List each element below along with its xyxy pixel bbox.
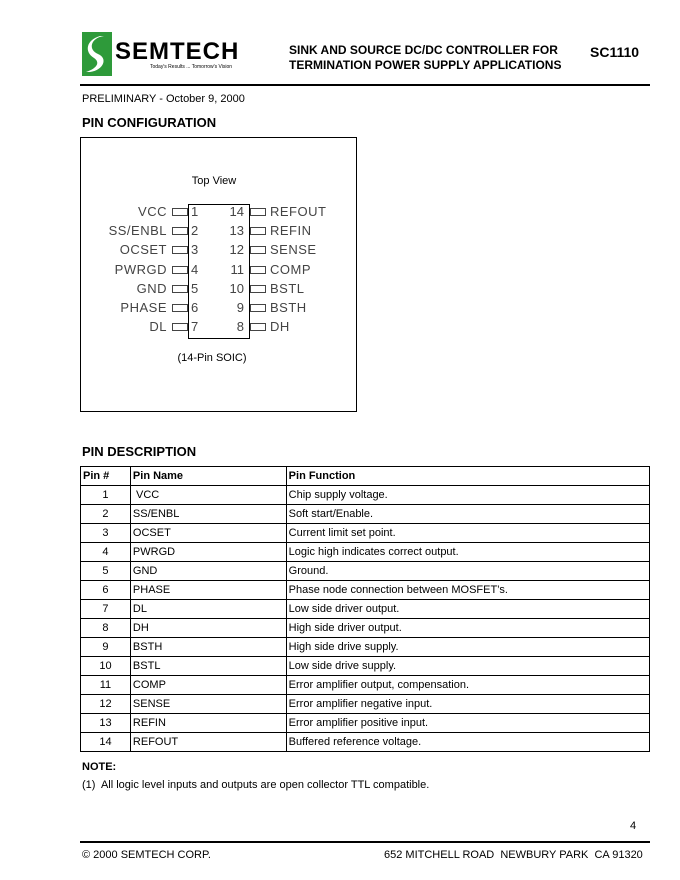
pin-name-cell: SENSE — [130, 695, 286, 714]
document-title — [289, 43, 579, 73]
left-pin-number: 2 — [191, 223, 199, 238]
table-row — [81, 524, 650, 543]
pin-number-cell: 3 — [81, 524, 131, 543]
pin-function-cell: Ground. — [286, 562, 649, 581]
table-row — [81, 600, 650, 619]
pin-name-cell: DL — [130, 600, 286, 619]
left-pin-name: OCSET — [119, 242, 167, 257]
pin-row — [0, 262, 340, 278]
pin-function-cell: Soft start/Enable. — [286, 505, 649, 524]
footer-divider — [80, 841, 650, 843]
left-pin-name: DL — [149, 319, 167, 334]
left-pin-number: 3 — [191, 242, 199, 257]
left-pin-name: SS/ENBL — [108, 223, 167, 238]
right-pin-number: 13 — [229, 223, 244, 238]
right-pin-name: COMP — [270, 262, 311, 277]
right-pin-number: 14 — [229, 204, 244, 219]
note-text: (1) All logic level inputs and outputs are open collector TTL compatible. — [82, 779, 430, 791]
header-divider — [80, 84, 650, 86]
pin-name-cell: REFIN — [130, 714, 286, 733]
right-pin-name: SENSE — [270, 242, 317, 257]
right-pin-number: 8 — [236, 319, 244, 334]
table-row — [81, 486, 650, 505]
pin-name-cell: GND — [130, 562, 286, 581]
left-pin-name: PWRGD — [114, 262, 167, 277]
pin-pad — [250, 227, 266, 235]
pin-name-cell: BSTH — [130, 638, 286, 657]
pin-name-cell: PWRGD — [130, 543, 286, 562]
note-heading: NOTE: — [82, 761, 117, 773]
right-pin-number: 9 — [236, 300, 244, 315]
pin-number-cell: 4 — [81, 543, 131, 562]
pin-number-cell: 9 — [81, 638, 131, 657]
table-row — [81, 505, 650, 524]
pin-function-cell: Chip supply voltage. — [286, 486, 649, 505]
package-label: (14-Pin SOIC) — [177, 352, 247, 364]
pin-function-cell: Low side driver output. — [286, 600, 649, 619]
pin-pad — [172, 246, 188, 254]
left-pin-number: 1 — [191, 204, 199, 219]
pin-function-cell: Phase node connection between MOSFET’s. — [286, 581, 649, 600]
pin-function-cell: Low side drive supply. — [286, 657, 649, 676]
pin-name-cell: COMP — [130, 676, 286, 695]
pin-row — [0, 223, 340, 239]
pin-name-cell: PHASE — [130, 581, 286, 600]
table-row — [81, 581, 650, 600]
company-tagline: Today's Results ... Tomorrow's Vision — [150, 64, 233, 70]
right-pin-name: BSTL — [270, 281, 305, 296]
left-pin-number: 5 — [191, 281, 199, 296]
pin-pad — [172, 285, 188, 293]
top-view-label: Top View — [191, 175, 237, 187]
pin-number-cell: 7 — [81, 600, 131, 619]
right-pin-name: BSTH — [270, 300, 307, 315]
left-pin-name: PHASE — [120, 300, 167, 315]
left-pin-name: GND — [136, 281, 167, 296]
document-title-line1: SINK AND SOURCE DC/DC CONTROLLER FOR — [289, 43, 558, 57]
pin-number-cell: 8 — [81, 619, 131, 638]
pin-number-cell: 5 — [81, 562, 131, 581]
pin-pad — [250, 285, 266, 293]
pin-pad — [250, 246, 266, 254]
pin-name-cell: REFOUT — [130, 733, 286, 752]
pin-pad — [250, 266, 266, 274]
part-number: SC1110 — [590, 44, 640, 60]
pin-number-cell: 1 — [81, 486, 131, 505]
right-pin-number: 11 — [230, 262, 244, 277]
pin-pad — [250, 208, 266, 216]
table-row — [81, 714, 650, 733]
right-pin-name: DH — [270, 319, 290, 334]
column-header-pin-function: Pin Function — [286, 467, 649, 486]
pin-row — [0, 242, 340, 258]
table-row — [81, 657, 650, 676]
pin-row — [0, 281, 340, 297]
right-pin-number: 10 — [229, 281, 244, 296]
preliminary-date: PRELIMINARY - October 9, 2000 — [82, 93, 245, 105]
table-row — [81, 562, 650, 581]
table-row — [81, 676, 650, 695]
left-pin-name: VCC — [138, 204, 167, 219]
pin-number-cell: 2 — [81, 505, 131, 524]
column-header-pin-number: Pin # — [81, 467, 131, 486]
pin-row — [0, 204, 340, 220]
pin-configuration-heading: PIN CONFIGURATION — [82, 115, 217, 130]
pin-name-cell: BSTL — [130, 657, 286, 676]
pin-number-cell: 10 — [81, 657, 131, 676]
pin-description-table — [80, 466, 650, 752]
pin-function-cell: Error amplifier output, compensation. — [286, 676, 649, 695]
pin-row — [0, 300, 340, 316]
pin-pad — [172, 266, 188, 274]
pin-number-cell: 13 — [81, 714, 131, 733]
right-pin-name: REFIN — [270, 223, 312, 238]
pin-function-cell: High side driver output. — [286, 619, 649, 638]
pin-pad — [172, 304, 188, 312]
left-pin-number: 4 — [191, 262, 199, 277]
left-pin-number: 7 — [191, 319, 199, 334]
table-row — [81, 638, 650, 657]
table-row — [81, 543, 650, 562]
table-row — [81, 733, 650, 752]
pin-row — [0, 319, 340, 335]
pin-description-heading: PIN DESCRIPTION — [82, 444, 197, 459]
pin-function-cell: Error amplifier negative input. — [286, 695, 649, 714]
pin-function-cell: Buffered reference voltage. — [286, 733, 649, 752]
copyright: © 2000 SEMTECH CORP. — [82, 849, 211, 861]
pin-name-cell: VCC — [130, 486, 286, 505]
pin-number-cell: 6 — [81, 581, 131, 600]
right-pin-name: REFOUT — [270, 204, 327, 219]
column-header-pin-name: Pin Name — [130, 467, 286, 486]
pin-number-cell: 11 — [81, 676, 131, 695]
pin-number-cell: 14 — [81, 733, 131, 752]
pin-name-cell: DH — [130, 619, 286, 638]
pin-pad — [250, 304, 266, 312]
right-pin-number: 12 — [229, 242, 244, 257]
pin-name-cell: OCSET — [130, 524, 286, 543]
pin-pad — [172, 323, 188, 331]
company-address: 652 MITCHELL ROAD NEWBURY PARK CA 91320 — [384, 849, 643, 861]
pin-function-cell: Error amplifier positive input. — [286, 714, 649, 733]
table-row — [81, 619, 650, 638]
document-title-line2: TERMINATION POWER SUPPLY APPLICATIONS — [289, 58, 562, 72]
table-row — [81, 695, 650, 714]
pin-function-cell: Current limit set point. — [286, 524, 649, 543]
pin-function-cell: Logic high indicates correct output. — [286, 543, 649, 562]
pin-function-cell: High side drive supply. — [286, 638, 649, 657]
left-pin-number: 6 — [191, 300, 199, 315]
pin-name-cell: SS/ENBL — [130, 505, 286, 524]
pin-pad — [172, 227, 188, 235]
pin-pad — [250, 323, 266, 331]
pin-number-cell: 12 — [81, 695, 131, 714]
table-header-row — [81, 467, 650, 486]
pin-pad — [172, 208, 188, 216]
page-number: 4 — [630, 820, 637, 832]
company-name: SEMTECH — [115, 38, 240, 65]
